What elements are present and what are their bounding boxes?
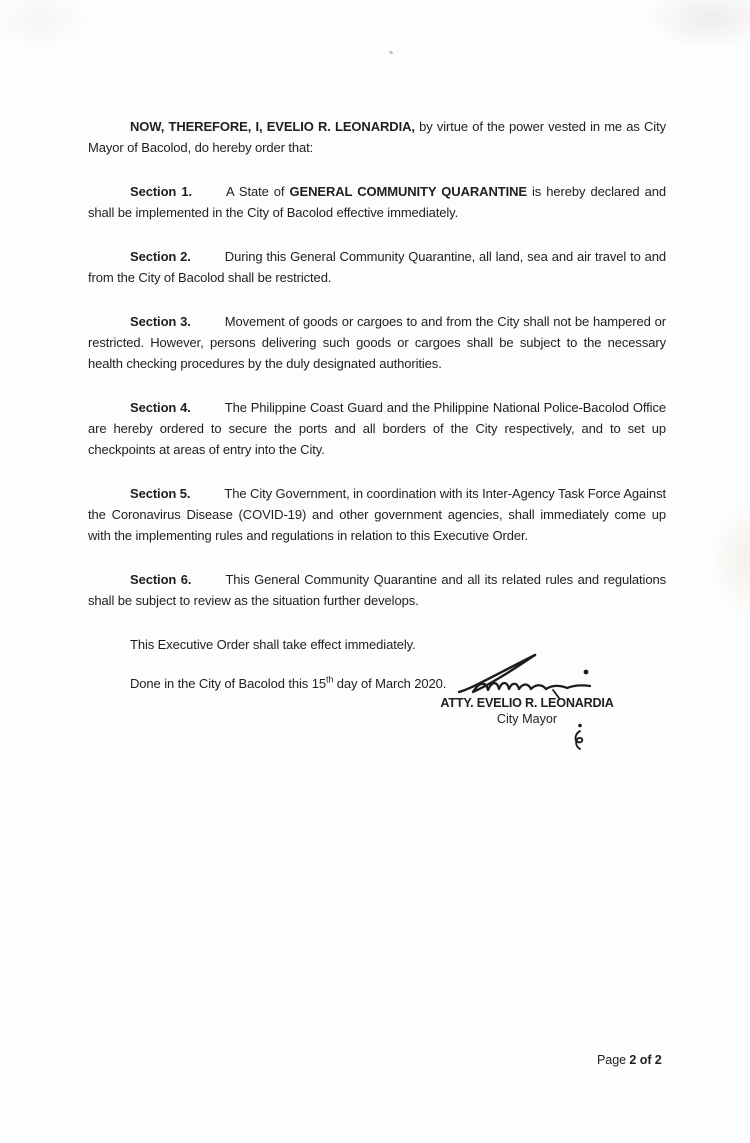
ordinal-suffix: th	[325, 674, 334, 685]
signatory-name: ATTY. EVELIO R. LEONARDIA	[440, 696, 614, 710]
effectivity-clause: This Executive Order shall take effect immediately.	[130, 637, 416, 652]
section-3-label: Section 3.	[130, 314, 191, 329]
page-word: Page	[597, 1053, 630, 1067]
opening-ordering-clause: NOW, THEREFORE, I, EVELIO R. LEONARDIA,	[130, 119, 415, 134]
section-3-paragraph	[88, 311, 666, 374]
signature-ink	[449, 648, 605, 700]
page-number-label	[597, 1053, 662, 1067]
section-4-paragraph	[88, 397, 666, 460]
section-1-text: A State of	[225, 184, 290, 199]
section-4-text: The Philippine Coast Guard and the Philippine National Police-Bacolod Office are hereby ordered to secure the ports and all borders of the City respectively, and to set up checkpoints at areas of entry into the City.	[88, 400, 666, 457]
opening-rest-text: by virtue of the power vested in me as City Mayor of Bacolod, do hereby order that:	[88, 119, 666, 155]
scan-speck-artifact	[389, 50, 394, 55]
section-5-label: Section 5.	[130, 486, 191, 501]
signatory-title: City Mayor	[496, 712, 558, 726]
section-1-text-cont: is hereby declared and shall be implemented in the City of Bacolod effective immediately.	[88, 184, 666, 220]
section-4-label: Section 4.	[130, 400, 191, 415]
done-clause-post: day of March 2020.	[333, 676, 447, 691]
section-2-label: Section 2.	[130, 249, 191, 264]
section-6-label: Section 6.	[130, 572, 192, 587]
page-count: 2 of 2	[629, 1053, 662, 1067]
section-1-label: Section 1.	[130, 184, 192, 199]
section-6-text: This General Community Quarantine and all its related rules and regulations shall be subject to review as the situation further develops.	[88, 572, 666, 608]
section-5-text: The City Government, in coordination with its Inter-Agency Task Force Against the Coronavirus Disease (COVID-19) and other government agencies, shall immediately come up with the implementing rules and regulations in relation to this Executive Order.	[88, 486, 666, 543]
section-3-text: Movement of goods or cargoes to and from the City shall not be hampered or restricted. However, persons delivering such goods or cargoes shall be subject to the necessary health checking procedures by the duly designated authorities.	[88, 314, 666, 371]
signature-flourish-mark	[570, 722, 588, 754]
section-5-paragraph	[88, 483, 666, 546]
done-clause-pre: Done in the City of Bacolod this 15	[130, 676, 326, 691]
document-body	[88, 116, 666, 712]
section-1-emphasis: GENERAL COMMUNITY QUARANTINE	[289, 184, 527, 199]
section-2-paragraph	[88, 246, 666, 288]
signature-block	[438, 648, 616, 727]
section-2-text: During this General Community Quarantine, all land, sea and air travel to and from the City of Bacolod shall be restricted.	[88, 249, 666, 285]
opening-paragraph	[88, 116, 666, 158]
section-1-paragraph	[88, 181, 666, 223]
section-6-paragraph	[88, 569, 666, 611]
